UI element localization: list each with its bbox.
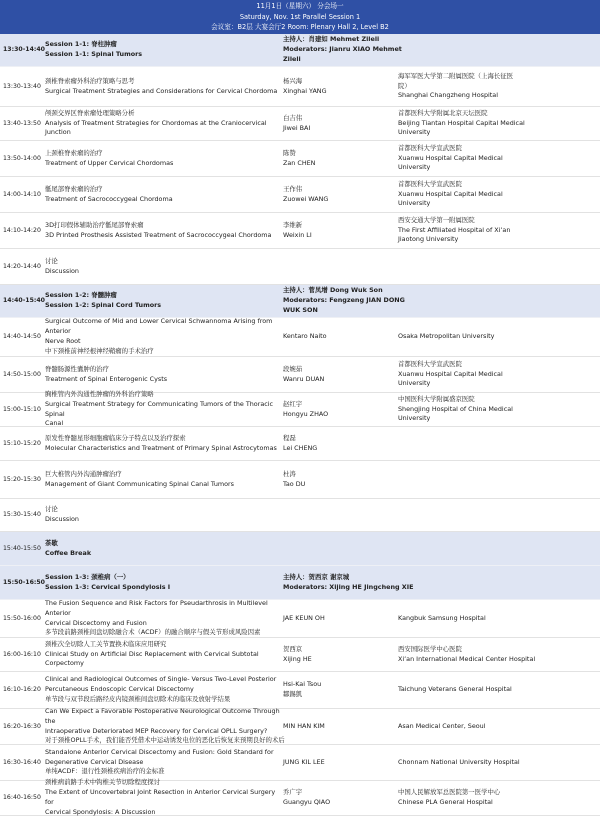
speaker-line: Hongyu ZHAO (283, 409, 329, 418)
time-slot: 16:10-16:20 (3, 686, 41, 694)
speaker-line: 王作伟 (283, 184, 303, 193)
talk-title-line: 对于颈椎OPLL手术，我们能否凭借术中运动诱发电位的恶化后恢复来预期良好的术后 (45, 736, 285, 745)
schedule-row (0, 778, 600, 816)
institution-line: Beijing Tiantan Hospital Capital Medical (398, 118, 525, 127)
talk-title-line: Intraoperative Deteriorated MEP Recovery for Cervical OPLL Surgery? (45, 726, 268, 735)
talk-title (45, 638, 283, 671)
talk-title-line: Treatment of Spinal Enterogenic Cysts (45, 374, 168, 383)
session-header-row (0, 566, 600, 600)
speaker-line: MIN HAN KIM (283, 721, 325, 730)
schedule-row (0, 177, 600, 213)
talk-title (45, 461, 283, 498)
speaker-line: Weixin LI (283, 230, 312, 239)
talk-title-line: 颅颈交界区脊索瘤处理策略分析 (45, 108, 135, 117)
talk-title-line: Discussion (45, 515, 79, 523)
speaker-line: Tao DU (283, 479, 306, 488)
institution (398, 709, 598, 744)
speaker-line: 段婉茹 (283, 364, 303, 373)
schedule-row (0, 499, 600, 532)
talk-title (45, 778, 283, 816)
institution-line: Xuanwu Hospital Capital Medical (398, 153, 503, 162)
talk-title (45, 141, 283, 176)
institution (398, 427, 598, 460)
speaker-line: 程磊 (283, 433, 296, 442)
institution (398, 177, 598, 212)
institution-line: 首都医科大学宣武医院 (398, 143, 462, 152)
speaker-line: 陈赞 (283, 148, 296, 157)
time-slot: 14:40-15:40 (3, 297, 45, 305)
moderators-line: Moderators: Jianru XIAO Mehmet (283, 45, 402, 54)
talk-title-line: 脊髓肠源性囊肿的治疗 (45, 364, 109, 373)
institution-line: Asan Medical Center, Seoul (398, 721, 486, 730)
institution-line: Kangbuk Samsung Hospital (398, 613, 486, 622)
institution-line: Shengjing Hospital of China Medical (398, 404, 513, 413)
speaker-line: Hsi-Kai Tsou (283, 680, 322, 689)
talk-title-line: Session 1-2: Spinal Cord Tumors (45, 301, 162, 309)
institution (398, 34, 598, 66)
speaker (283, 638, 398, 671)
talk-title-line: 颈椎次全切除人工关节置换术临床应用研究 (45, 639, 167, 648)
moderators-line: 主持人：肖建如 Mehmet Zileli (283, 35, 380, 44)
speaker-line: Zan CHEN (283, 158, 316, 167)
institution-line: Taichung Veterans General Hospital (398, 685, 512, 694)
institution-line: University (398, 379, 431, 388)
speaker-line: 白吉伟 (283, 113, 303, 122)
institution-line: Jiaotong University (398, 235, 459, 244)
talk-title-line: 单节段与双节段后路经皮内镜颈椎间盘切除术的临床及放射学结果 (45, 694, 231, 703)
header-date-en: Saturday, Nov. 1st Parallel Session 1 (239, 12, 361, 21)
talk-title-line: 讨论 (45, 256, 58, 265)
talk-title-line: Treatment of Sacrococcygeal Chordoma (45, 194, 173, 203)
talk-title (45, 499, 283, 531)
talk-title (45, 213, 283, 248)
time-slot: 15:50-16:00 (3, 614, 41, 622)
institution-line: 首都医科大学宣武医院 (398, 359, 462, 368)
talk-title-line: 上颈椎脊索瘤的治疗 (45, 148, 103, 157)
talk-title-line: Cervical Spondylosis: A Discussion (45, 807, 156, 816)
schedule-row (0, 67, 600, 107)
institution (398, 213, 598, 248)
speaker-line: 杨兴海 (283, 76, 303, 85)
speaker (283, 213, 398, 248)
header-date-cn: 11月1日（星期六） 分会场一 (256, 2, 344, 10)
talk-title-line: Canal (45, 419, 64, 428)
institution (398, 532, 598, 565)
speaker-line: Xinghai YANG (283, 86, 327, 95)
institution-line: University (398, 199, 431, 208)
speaker-line: 贺西京 (283, 644, 303, 653)
talk-title (45, 600, 283, 637)
speaker-line: 赵红宇 (283, 399, 303, 408)
institution (398, 566, 598, 599)
talk-title-line: 原发性脊髓星形细胞瘤临床分子特点以及治疗探索 (45, 433, 186, 442)
talk-title-line: Management of Giant Communicating Spinal Canal Tumors (45, 479, 234, 488)
institution-line: 首都医科大学附属北京天坛医院 (398, 108, 488, 117)
talk-title (45, 566, 283, 599)
schedule-table (0, 34, 600, 816)
talk-title-line: 3D打印假体辅助治疗骶尾部脊索瘤 (45, 220, 144, 229)
talk-title-line: Session 1-1: Spinal Tumors (45, 50, 143, 58)
time-slot: 14:50-15:00 (3, 370, 41, 378)
time-slot: 15:30-15:40 (3, 511, 41, 519)
schedule-row (0, 461, 600, 499)
schedule-row (0, 706, 600, 745)
speaker (283, 499, 398, 531)
institution (398, 249, 598, 284)
moderators-line: Zileli (283, 54, 301, 63)
institution (398, 141, 598, 176)
talk-title-line: Cervical Discectomy and Fusion (45, 618, 147, 627)
talk-title (45, 427, 283, 460)
institution (398, 461, 598, 498)
talk-title (45, 177, 283, 212)
talk-title-line: Surgical Outcome of Mid and Lower Cervical Schwannoma Arising from Anterior (45, 317, 273, 336)
talk-title (45, 249, 283, 284)
talk-title-line: Session 1-3: 颈椎病（一） (45, 572, 130, 581)
speaker (283, 177, 398, 212)
schedule-row (0, 600, 600, 638)
speaker (283, 67, 398, 106)
time-slot: 16:00-16:10 (3, 650, 41, 658)
talk-title-line: Surgical Treatment Strategy for Communicating Tumors of the Thoracic Spinal (45, 399, 274, 418)
schedule-row (0, 107, 600, 141)
speaker (283, 393, 398, 426)
speaker (283, 107, 398, 140)
time-slot: 14:40-14:50 (3, 333, 41, 341)
time-slot: 13:40-13:50 (3, 119, 41, 127)
time-slot: 16:30-16:40 (3, 758, 41, 766)
speaker-line: Jiwei BAI (283, 123, 311, 132)
institution-line: 中国医科大学附属盛京医院 (398, 394, 475, 403)
talk-title (45, 357, 283, 392)
schedule-row (0, 427, 600, 461)
institution-line: Shanghai Changzheng Hospital (398, 91, 498, 100)
speaker-line: Wanru DUAN (283, 374, 325, 383)
header-room: 会议室：B2层 大宴会厅2 Room: Plenary Hall 2, Level B2 (211, 23, 389, 32)
time-slot: 16:20-16:30 (3, 722, 41, 730)
moderators-line: 主持人：菅凤增 Dong Wuk Son (283, 286, 383, 295)
talk-title-line: 茶歇 (45, 538, 58, 547)
institution (398, 318, 598, 356)
talk-title-line: 单纯ACDF：退行性颈椎疾病治疗的金标准 (45, 767, 165, 776)
talk-title-line: 骶尾部脊索瘤的治疗 (45, 184, 103, 193)
talk-title (45, 107, 283, 140)
talk-title-line: 中下颈椎前神经根神经鞘瘤的手术治疗 (45, 346, 154, 355)
moderators-line: WUK SON (283, 305, 318, 314)
speaker-line: Xijing HE (283, 654, 312, 663)
speaker-line: Guangyu QIAO (283, 798, 331, 806)
institution (398, 781, 598, 815)
talk-title-line: Can We Expect a Favorable Postoperative Neurological Outcome Through the (45, 706, 280, 725)
talk-title (45, 532, 283, 565)
institution (398, 638, 598, 671)
speaker-line: JUNG KIL LEE (283, 757, 325, 766)
talk-title-line: Discussion (45, 266, 79, 275)
institution-line: 海军军医大学第二附属医院（上海长征医 (398, 71, 514, 80)
speaker (283, 532, 398, 565)
speaker-line: Kentaro Naito (283, 332, 327, 341)
time-slot: 15:40-15:50 (3, 544, 41, 552)
institution (398, 357, 598, 392)
talk-title-line: Clinical and Radiological Outcomes of Single- Versus Two-Level Posterior (45, 675, 277, 684)
talk-title (45, 34, 283, 66)
institution (398, 672, 598, 708)
institution-line: The First Affiliated Hospital of Xi’an (398, 225, 511, 234)
talk-title-line: 多节段前路颈椎间盘切除融合术（ACDF）的融合顺序与假关节形成风险因素 (45, 628, 261, 637)
institution-line: Chonnam National University Hospital (398, 757, 520, 766)
time-slot: 15:10-15:20 (3, 439, 41, 447)
talk-title (45, 672, 283, 708)
schedule-row (0, 141, 600, 177)
institution-line: 首都医科大学宣武医院 (398, 179, 462, 188)
schedule-row (0, 213, 600, 249)
session-header-row (0, 285, 600, 318)
institution-line: 中国人民解放军总医院第一医学中心 (398, 788, 501, 797)
time-slot: 14:10-14:20 (3, 226, 41, 234)
talk-title-line: The Fusion Sequence and Risk Factors for Pseudarthrosis in Multilevel Anterior (45, 598, 268, 617)
schedule-row (0, 745, 600, 781)
session-header-row (0, 34, 600, 67)
institution-line: University (398, 128, 431, 137)
institution (398, 285, 598, 317)
time-slot: 15:00-15:10 (3, 405, 41, 413)
talk-title (45, 389, 283, 428)
institution-line: University (398, 163, 431, 172)
speaker-line: 李维新 (283, 220, 303, 229)
speaker-line: 乔广宇 (283, 788, 303, 797)
moderators-line: Moderators: Xijing HE Jingcheng XIE (283, 582, 414, 591)
institution-line: 西安交通大学第一附属医院 (398, 215, 475, 224)
speaker-line: 杜涛 (283, 469, 296, 478)
talk-title-line: Session 1-1: 脊柱肿瘤 (45, 40, 117, 49)
speaker (283, 357, 398, 392)
institution-line: Xi’an International Medical Center Hospital (398, 654, 536, 663)
moderators-line: Moderators: Fengzeng JIAN DONG (283, 296, 405, 305)
talk-title-line: Degenerative Cervical Disease (45, 757, 144, 766)
time-slot: 15:50-16:50 (3, 578, 45, 586)
institution-line: 西安国际医学中心医院 (398, 644, 462, 653)
time-slot: 16:40-16:50 (3, 794, 41, 802)
talk-title-line: Molecular Characteristics and Treatment of Primary Spinal Astrocytomas (45, 443, 277, 452)
speaker (283, 745, 398, 780)
talk-title (45, 67, 283, 106)
institution-line: Xuanwu Hospital Capital Medical (398, 189, 503, 198)
time-slot: 13:30-13:40 (3, 82, 41, 90)
speaker-line: Lei CHENG (283, 443, 318, 452)
moderators-line: 主持人：贺西京 谢京城 (283, 572, 350, 581)
time-slot: 14:00-14:10 (3, 190, 41, 198)
talk-title-line: 颈椎病前路手术中钩椎关节切除程度探讨 (45, 778, 161, 787)
talk-title-line: The Extent of Uncovertebral Joint Resection in Anterior Cervical Surgery for (45, 788, 276, 806)
talk-title-line: Percutaneous Endoscopic Cervical Discectomy (45, 685, 194, 694)
speaker (283, 461, 398, 498)
speaker (283, 427, 398, 460)
time-slot: 15:20-15:30 (3, 475, 41, 483)
speaker (283, 781, 398, 815)
schedule-header (0, 0, 600, 34)
talk-title-line: Treatment of Upper Cervical Chordomas (45, 158, 174, 167)
talk-title-line: Analysis of Treatment Strategies for Chordomas at the Craniocervical Junction (45, 118, 267, 137)
speaker (283, 318, 398, 356)
institution (398, 393, 598, 426)
institution-line: Xuanwu Hospital Capital Medical (398, 369, 503, 378)
speaker (283, 141, 398, 176)
institution (398, 745, 598, 780)
talk-title-line: 胸椎管内外沟通性肿瘤的外科治疗策略 (45, 389, 154, 398)
institution-line: 院） (398, 81, 411, 90)
time-slot: 14:20-14:40 (3, 262, 41, 270)
institution (398, 107, 598, 140)
institution-line: Chinese PLA General Hospital (398, 798, 493, 806)
institution (398, 499, 598, 531)
speaker-line: JAE KEUN OH (283, 613, 325, 622)
schedule-row (0, 249, 600, 285)
talk-title-line: 3D Printed Prosthesis Assisted Treatment of Sacrococcygeal Chordoma (45, 230, 272, 239)
institution-line: Osaka Metropolitan University (398, 332, 495, 341)
talk-title-line: Surgical Treatment Strategies and Considerations for Cervical Chordoma (45, 86, 278, 95)
time-slot: 13:50-14:00 (3, 154, 41, 162)
talk-title-line: Standalone Anterior Cervical Discectomy and Fusion: Gold Standard for (45, 747, 274, 756)
institution-line: University (398, 414, 431, 423)
talk-title (45, 706, 285, 745)
time-slot: 13:30-14:40 (3, 46, 45, 54)
schedule-row (0, 672, 600, 709)
institution (398, 600, 598, 637)
schedule-row (0, 638, 600, 672)
talk-title-line: 讨论 (45, 505, 58, 514)
speaker-line: 鄒錫凱 (283, 690, 303, 698)
talk-title-line: Clinical Study on Artificial Disc Replacement with Cervical Subtotal Corpectomy (45, 649, 259, 668)
talk-title-line: Nerve Root (45, 337, 81, 345)
schedule-row (0, 389, 600, 428)
talk-title-line: Coffee Break (45, 548, 92, 557)
talk-title (45, 318, 283, 356)
talk-title-line: Session 1-2: 脊髓肿瘤 (45, 291, 117, 300)
schedule-row (0, 318, 600, 357)
speaker (283, 672, 398, 708)
talk-title (45, 285, 283, 317)
speaker (283, 600, 398, 637)
break-row (0, 532, 600, 566)
talk-title (45, 745, 283, 780)
talk-title-line: 巨大椎管内外沟通肿瘤治疗 (45, 469, 122, 478)
talk-title-line: 颈椎脊索瘤外科治疗策略与思考 (45, 76, 135, 85)
schedule-row (0, 357, 600, 393)
speaker (283, 249, 398, 284)
speaker-line: Zuowei WANG (283, 194, 329, 203)
talk-title-line: Session 1-3: Cervical Spondylosis I (45, 582, 171, 591)
speaker (283, 709, 398, 744)
institution (398, 67, 598, 106)
